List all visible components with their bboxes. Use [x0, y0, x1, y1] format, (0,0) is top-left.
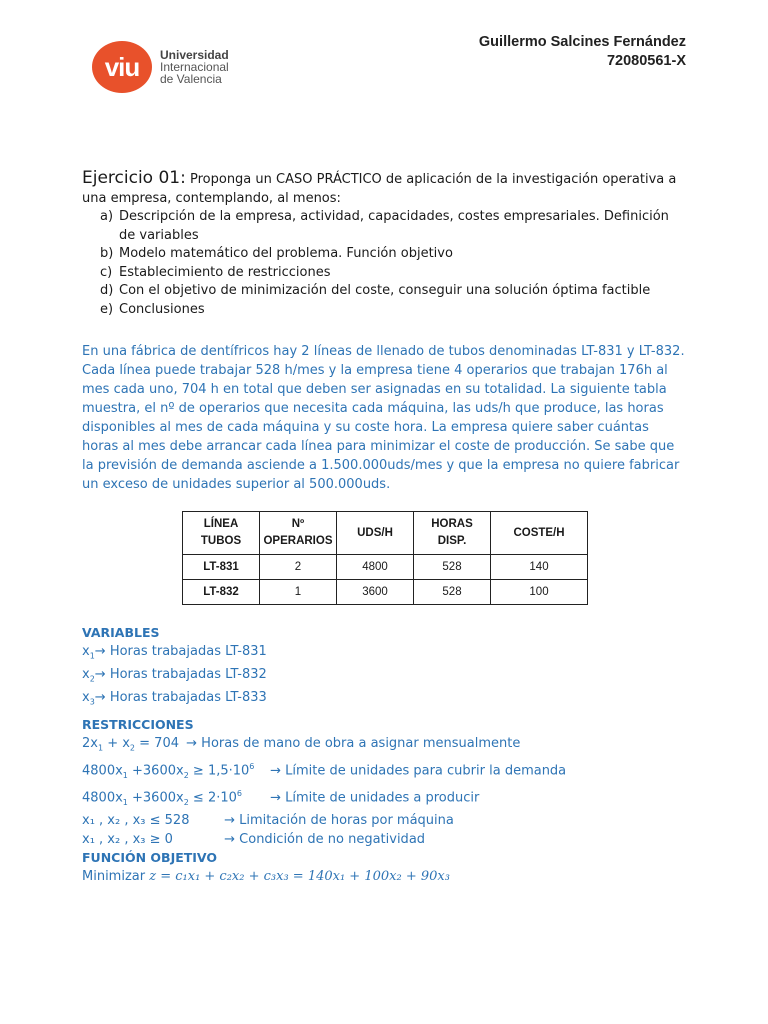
author-name: Guillermo Salcines Fernández	[478, 34, 686, 50]
objective-label: Minimizar	[82, 868, 146, 884]
exercise-intro-line-1	[82, 169, 686, 190]
variable-item: $x_2\to$ Horas trabajadas LT-832	[82, 666, 267, 684]
exercise-intro-1: Proponga un CASO PRÁCTICO de aplicación de la investigación operativa a	[189, 172, 677, 187]
restriction-3: $4800x_1 +3600x_2 \le 2\cdot 10^6$ → Límite de unidades a producir	[82, 789, 480, 807]
restriction-1: $2x_1 + x_2 = 704$ → Horas de mano de obra a asignar mensualmente	[82, 735, 521, 753]
variables-title: VARIABLES	[82, 625, 160, 640]
objective-formula: z = c₁x₁ + c₂x₂ + c₃x₃ = 140x₁ + 100x₂ + 90x₃	[149, 868, 450, 884]
restricciones-section	[82, 716, 686, 849]
logo-wordmark	[160, 49, 229, 85]
restriction-4: x₁ , x₂ , x₃ ≤ 528 → Limitación de horas por máquina	[82, 813, 454, 829]
objective-formula-line	[82, 868, 686, 887]
restricciones-title: RESTRICCIONES	[82, 717, 194, 732]
author-block	[479, 33, 686, 71]
header-linea: LÍNEA TUBOS	[183, 512, 260, 555]
list-item: d) Con el objetivo de minimización del coste, conseguir una solución óptima factible	[100, 283, 651, 298]
header-horas: HORAS DISP.	[414, 512, 491, 555]
viu-logo-mark: viu	[92, 41, 152, 93]
header-uds: UDS/H	[337, 512, 414, 555]
list-item: c) Establecimiento de restricciones	[100, 264, 331, 280]
exercise-requirements-list	[82, 208, 686, 319]
list-item: b) Modelo matemático del problema. Función objetivo	[100, 246, 453, 261]
author-id: 72080561-X	[606, 53, 686, 69]
list-item: a) Descripción de la empresa, actividad, capacidades, costes empresariales. Definición de variables	[100, 209, 669, 243]
exercise-intro-2: una empresa, contemplando, al menos:	[82, 190, 341, 206]
logo-line-3: de Valencia	[160, 72, 222, 86]
list-item: e) Conclusiones	[100, 301, 205, 317]
problem-statement: En una fábrica de dentífricos hay 2 líneas de llenado de tubos denominadas LT-831 y LT-832. Cada línea puede trabajar 528 h/mes y la empresa tiene 4 operarios que trabajan 176h al mes cada uno, 704 h en total que deben ser asignadas en su totalidad. La siguiente tabla muestra, el nº de operarios que necesita cada máquina, las uds/h que produce, las horas disponibles al mes de cada máquina y su coste hora. La empresa quiere saber cuántas horas al mes debe arrancar cada línea para minimizar el coste de producción. Se sabe que la previsión de demanda asciende a 1.500.000uds/mes y que la empresa no quiere fabricar un exceso de unidades superior al 500.000uds.	[82, 344, 685, 492]
objective-section	[82, 849, 686, 886]
restriction-2: $4800x_1 +3600x_2 \ge 1,5\cdot 10^6$ → Límite de unidades para cubrir la demanda	[82, 761, 567, 780]
university-logo	[92, 41, 229, 93]
machine-data-table	[182, 511, 588, 605]
logo-line-1: Universidad	[160, 48, 229, 62]
objective-title: FUNCIÓN OBJETIVO	[82, 850, 218, 865]
logo-line-2: Internacional	[160, 60, 229, 74]
variables-section	[82, 624, 267, 712]
variable-item: $x_3\to$ Horas trabajadas LT-833	[82, 689, 267, 707]
header-operarios: Nº OPERARIOS	[260, 512, 337, 555]
table-row: LT-831 2 4800 528 140	[183, 555, 588, 580]
restriction-5: x₁ , x₂ , x₃ ≥ 0 → Condición de no negatividad	[82, 831, 426, 847]
exercise-title: Ejercicio 01:	[82, 168, 186, 188]
variable-item: $x_1\to$ Horas trabajadas LT-831	[82, 643, 267, 661]
table-header-row	[183, 512, 588, 555]
table-row: LT-832 1 3600 528 100	[183, 580, 588, 605]
exercise-section	[82, 169, 686, 319]
header-coste: COSTE/H	[491, 512, 588, 555]
